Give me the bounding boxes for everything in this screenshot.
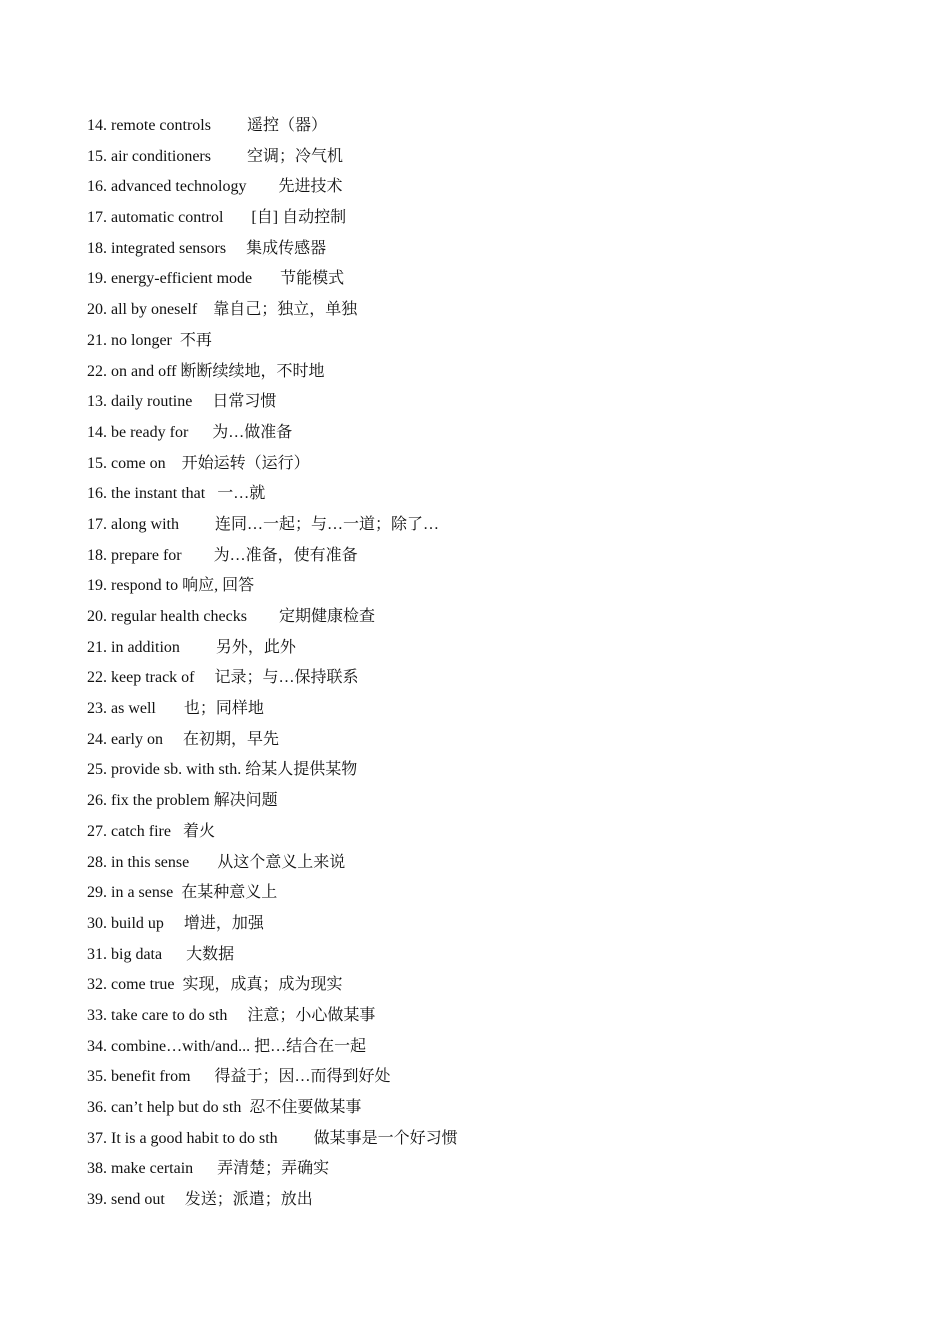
entry-number: 17. <box>87 515 107 533</box>
entry-number: 14. <box>87 117 107 134</box>
entry-spacer <box>223 209 251 226</box>
list-item <box>87 1001 887 1032</box>
list-item <box>87 142 887 173</box>
entry-spacer <box>164 915 184 932</box>
entry-chinese: 为…做准备 <box>212 423 293 441</box>
entry-spacer <box>165 1191 185 1208</box>
list-item <box>87 663 887 694</box>
entry-spacer <box>205 485 217 502</box>
entry-spacer <box>247 178 279 195</box>
entry-english: It is a good habit to do sth <box>111 1129 278 1147</box>
list-item <box>87 878 887 909</box>
entry-english: fix the problem <box>111 792 210 810</box>
entry-chinese: 记录；与…保持联系 <box>214 669 359 687</box>
entry-number: 31. <box>87 945 107 963</box>
entry-chinese: 一…就 <box>217 485 266 503</box>
list-item <box>87 1124 887 1155</box>
entry-chinese: 节能模式 <box>280 270 345 288</box>
list-item <box>87 940 887 971</box>
entry-number: 37. <box>87 1129 107 1147</box>
entry-english: in a sense <box>111 884 174 902</box>
entry-chinese: 发送；派遣；放出 <box>184 1191 313 1209</box>
entry-chinese: 开始运转（运行） <box>181 454 310 472</box>
entry-number: 20. <box>87 301 107 319</box>
entry-spacer <box>171 823 183 840</box>
entry-english: combine…with/and... <box>111 1037 251 1055</box>
list-item <box>87 909 887 940</box>
entry-chinese: 得益于；因…而得到好处 <box>214 1068 391 1086</box>
entry-spacer <box>188 424 212 441</box>
entry-spacer <box>189 854 217 871</box>
entry-chinese: 从这个意义上来说 <box>217 853 346 871</box>
entry-english: keep track of <box>111 669 195 687</box>
entry-chinese: 空调；冷气机 <box>246 147 343 165</box>
entry-spacer <box>247 608 279 625</box>
entry-english: provide sb. with sth. <box>111 761 242 779</box>
list-item <box>87 357 887 388</box>
list-item <box>87 817 887 848</box>
list-item <box>87 418 887 449</box>
entry-number: 39. <box>87 1191 107 1209</box>
entry-spacer <box>173 884 181 901</box>
entry-english: in this sense <box>111 853 190 871</box>
entry-english: early on <box>111 730 163 748</box>
entry-chinese: 忍不住要做某事 <box>249 1099 362 1116</box>
entry-chinese: 日常习惯 <box>212 393 277 411</box>
entry-number: 13. <box>87 393 107 411</box>
entry-spacer <box>182 547 214 564</box>
entry-english: come true <box>111 976 175 994</box>
list-item <box>87 295 887 326</box>
entry-spacer <box>163 731 183 748</box>
entry-number: 15. <box>87 147 107 165</box>
entry-number: 30. <box>87 914 107 932</box>
entry-spacer <box>175 976 183 993</box>
entry-spacer <box>211 117 247 134</box>
entry-chinese: 为…准备，使有准备 <box>213 546 358 564</box>
list-item <box>87 755 887 786</box>
entry-chinese: 另外，此外 <box>215 638 296 656</box>
list-item <box>87 1185 887 1216</box>
entry-chinese: 着火 <box>182 822 215 840</box>
entry-spacer <box>179 516 215 533</box>
entry-english: air conditioners <box>111 147 211 165</box>
entry-english: energy-efficient mode <box>111 270 253 288</box>
list-item <box>87 786 887 817</box>
entry-english: respond to <box>111 577 179 595</box>
list-item <box>87 234 887 265</box>
entry-chinese: [自] 自动控制 <box>251 209 347 227</box>
list-item <box>87 694 887 725</box>
entry-english: daily routine <box>111 393 193 411</box>
list-item <box>87 479 887 510</box>
list-item <box>87 111 887 142</box>
entry-english: take care to do sth <box>111 1006 228 1024</box>
list-item <box>87 326 887 357</box>
entry-chinese: 在某种意义上 <box>181 884 278 902</box>
entry-english: build up <box>111 914 164 932</box>
entry-number: 23. <box>87 700 107 718</box>
entry-spacer <box>195 669 215 686</box>
entry-english: as well <box>111 700 156 718</box>
entry-chinese: 解决问题 <box>213 792 278 810</box>
entry-chinese: 做某事是一个好习惯 <box>313 1129 458 1147</box>
entry-number: 17. <box>87 209 107 227</box>
entry-number: 21. <box>87 638 107 656</box>
entry-chinese: 实现，成真；成为现实 <box>182 976 343 994</box>
entry-english: can’t help but do sth <box>111 1099 242 1116</box>
entry-spacer <box>156 700 184 717</box>
entry-english: along with <box>111 515 179 533</box>
entry-number: 29. <box>87 884 107 902</box>
entry-chinese: 集成传感器 <box>246 239 327 257</box>
entry-number: 14. <box>87 423 107 441</box>
entry-english: automatic control <box>111 209 224 227</box>
list-item <box>87 264 887 295</box>
entry-spacer <box>197 301 213 318</box>
entry-chinese: 响应, 回答 <box>182 577 255 595</box>
list-item <box>87 602 887 633</box>
entry-chinese: 也；同样地 <box>183 700 264 718</box>
entry-english: advanced technology <box>111 178 247 196</box>
entry-chinese: 弄清楚；弄确实 <box>217 1160 330 1178</box>
list-item <box>87 387 887 418</box>
entry-chinese: 增进，加强 <box>183 914 264 932</box>
entry-chinese: 遥控（器） <box>246 117 327 134</box>
entry-chinese: 给某人提供某物 <box>245 761 358 779</box>
entry-english: all by oneself <box>111 301 198 319</box>
list-item <box>87 970 887 1001</box>
entry-number: 36. <box>87 1099 107 1116</box>
entry-number: 24. <box>87 730 107 748</box>
entry-chinese: 不再 <box>179 331 212 349</box>
vocabulary-list <box>87 111 887 1216</box>
entry-english: in addition <box>111 638 180 656</box>
entry-chinese: 大数据 <box>186 945 235 963</box>
entry-spacer <box>193 1160 217 1177</box>
list-item <box>87 1093 887 1124</box>
entry-number: 18. <box>87 239 107 257</box>
entry-number: 28. <box>87 853 107 871</box>
entry-number: 22. <box>87 669 107 687</box>
entry-number: 34. <box>87 1037 107 1055</box>
list-item <box>87 571 887 602</box>
entry-spacer <box>192 393 212 410</box>
entry-english: catch fire <box>111 822 171 840</box>
entry-spacer <box>180 639 216 656</box>
entry-number: 16. <box>87 485 107 503</box>
entry-chinese: 断断续续地，不时地 <box>180 362 325 380</box>
entry-english: big data <box>111 945 163 963</box>
entry-english: prepare for <box>111 546 182 564</box>
list-item <box>87 1062 887 1093</box>
entry-number: 32. <box>87 976 107 994</box>
entry-number: 19. <box>87 270 107 288</box>
entry-chinese: 连同…一起；与…一道；除了… <box>215 515 440 533</box>
entry-number: 38. <box>87 1160 107 1178</box>
list-item <box>87 203 887 234</box>
entry-chinese: 注意；小心做某事 <box>247 1006 376 1024</box>
entry-chinese: 定期健康检查 <box>278 608 375 625</box>
entry-number: 16. <box>87 178 107 196</box>
entry-number: 26. <box>87 792 107 810</box>
list-item <box>87 541 887 572</box>
entry-english: send out <box>111 1191 165 1209</box>
entry-number: 18. <box>87 546 107 564</box>
list-item <box>87 1032 887 1063</box>
entry-number: 25. <box>87 761 107 779</box>
entry-spacer <box>172 332 180 349</box>
entry-english: make certain <box>111 1160 194 1178</box>
entry-spacer <box>226 240 246 257</box>
entry-chinese: 把…结合在一起 <box>254 1037 367 1055</box>
entry-spacer <box>162 946 186 963</box>
entry-english: come on <box>111 454 166 472</box>
entry-spacer <box>227 1007 247 1024</box>
entry-number: 19. <box>87 577 107 595</box>
list-item <box>87 510 887 541</box>
list-item <box>87 725 887 756</box>
entry-spacer <box>191 1068 215 1085</box>
list-item <box>87 848 887 879</box>
list-item <box>87 633 887 664</box>
entry-spacer <box>166 455 182 472</box>
entry-number: 27. <box>87 822 107 840</box>
entry-chinese: 先进技术 <box>278 178 343 196</box>
entry-number: 21. <box>87 331 107 349</box>
entry-number: 22. <box>87 362 107 380</box>
entry-chinese: 靠自己；独立，单独 <box>213 301 358 319</box>
entry-english: be ready for <box>111 423 189 441</box>
entry-spacer <box>211 148 247 165</box>
entry-chinese: 在初期，早先 <box>182 730 279 748</box>
entry-english: on and off <box>111 362 177 380</box>
list-item <box>87 449 887 480</box>
entry-english: benefit from <box>111 1068 191 1086</box>
entry-english: regular health checks <box>111 608 247 625</box>
entry-number: 20. <box>87 608 107 625</box>
entry-spacer <box>278 1130 314 1147</box>
entry-english: the instant that <box>111 485 206 503</box>
list-item <box>87 172 887 203</box>
entry-number: 33. <box>87 1006 107 1024</box>
entry-english: remote controls <box>111 117 211 134</box>
list-item <box>87 1154 887 1185</box>
entry-spacer <box>252 270 280 287</box>
entry-number: 15. <box>87 454 107 472</box>
entry-english: no longer <box>111 331 172 349</box>
entry-english: integrated sensors <box>111 239 227 257</box>
entry-number: 35. <box>87 1068 107 1086</box>
